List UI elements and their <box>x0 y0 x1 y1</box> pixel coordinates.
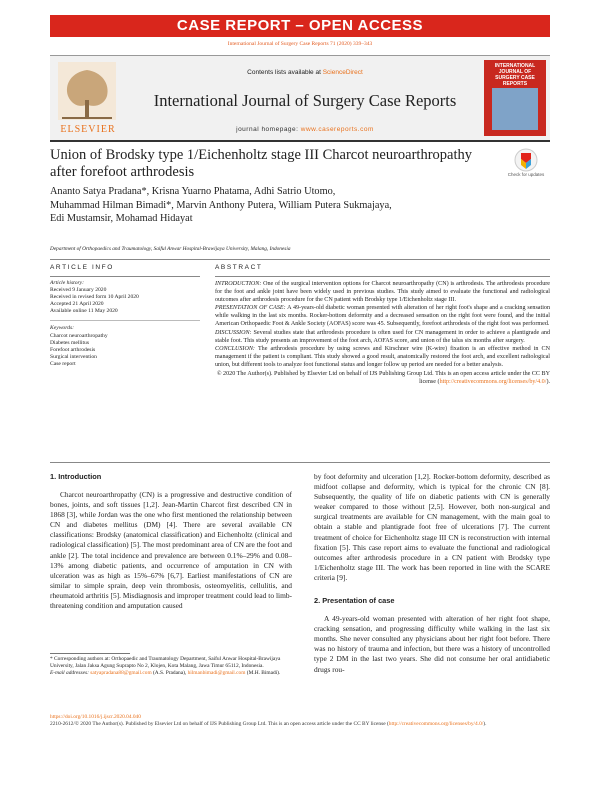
email-link[interactable]: hilmanbimadi@gmail.com <box>187 670 246 676</box>
right-column <box>314 472 550 675</box>
elsevier-tree-logo-icon <box>52 60 122 132</box>
keyword: Surgical intervention <box>50 353 97 360</box>
intro-heading: 1. Introduction <box>50 472 102 481</box>
contents-line <box>130 69 480 76</box>
keywords-label: Keywords: <box>50 325 75 332</box>
case-heading: 2. Presentation of case <box>314 596 395 606</box>
abstract-copyright <box>215 370 550 386</box>
abstract-divider <box>50 462 550 463</box>
abstract-body <box>215 280 550 386</box>
email-label: E-mail addresses: <box>50 670 89 676</box>
footnote-rule <box>50 653 130 654</box>
abstract-intro: One of the surgical intervention options for Charcot neuroarthropathy (CN) is arthrodesis. The arthrodesis procedure for the foot and ankle joint have been widely used in previous studies. This study aimed to evaluate the functional and radiological outcomes after arthrodesis procedure for the CN patient with Brodsky type 1/Eichenholtz stage III. <box>215 281 550 304</box>
abstract-label: CONCLUSION: <box>215 345 255 352</box>
section-rule <box>50 320 200 321</box>
footnote <box>50 656 292 677</box>
history-label: Article history: <box>50 280 85 286</box>
history-item: Available online 11 May 2020 <box>50 308 118 315</box>
email-owner: (A.S. Pradana), <box>153 670 187 676</box>
history-item: Received 9 January 2020 <box>50 287 107 294</box>
article-title: Union of Brodsky type 1/Eichenholtz stage III Charcot neuroarthropathy after forefoot arthrodesis <box>50 147 472 180</box>
section-rule <box>50 276 200 277</box>
affiliation: Department of Orthopaedics and Traumatology, Saiful Anwar Hospital-Brawijaya University, Malang, Indonesia <box>50 246 291 252</box>
homepage-label: journal homepage: <box>236 126 299 133</box>
abstract-label: PRESENTATION OF CASE: <box>215 305 286 312</box>
authors-line: Edi Mustamsir, Mohamad Hidayat <box>50 213 193 225</box>
abstract-discussion: Several studies state that arthrodesis procedure is often used for CN management in order to achieve a plantigrade and stable foot. This study presents an improvement of the foot arch, AOFAS score, and union of the talus six months after surgery. <box>215 329 550 344</box>
sciencedirect-link[interactable]: ScienceDirect <box>322 69 363 76</box>
affiliation-divider <box>50 259 550 260</box>
abstract-case: A 49-years-old diabetic woman presented with alteration of her right foot's shape and a cracking sensation while walking in the last six months. Rocker-bottom deformity and a decreased sensation on the right foot were found, and the initial American Orthopaedic Foot & Ankle Society (AOFAS) score was 45. Subsequently, forefoot arthrodesis of the right foot was performed. <box>215 305 550 328</box>
history-item: Accepted 21 April 2020 <box>50 301 104 308</box>
journal-citation[interactable]: International Journal of Surgery Case Reports 71 (2020) 339–343 <box>227 41 373 47</box>
email-link[interactable]: satyapradana88@gmail.com <box>90 670 152 676</box>
copyright-text: © 2020 The Author(s). Published by Elsevier Ltd on behalf of IJS Publishing Group Ltd. This is an open access article under the CC BY license ( <box>216 371 550 386</box>
abstract-conclusion: The arthrodesis procedure by using screws and Kirschner wire (K-wire) fixation is an effective method in CN management if the patient is compliant. This study showed a good result, anatomically restored the foot arch, and excellent radiological union, but different tools to analyze foot functional status and longer follow up period are needed for a better analysis. <box>215 345 550 368</box>
abstract-heading: ABSTRACT <box>215 264 263 271</box>
authors-line: Muhammad Hilman Bimadi*, Marvin Anthony Putera, William Putera Sukmajaya, <box>50 199 392 211</box>
article-info-heading: ARTICLE INFO <box>50 264 114 271</box>
contents-prefix: Contents lists available at <box>247 69 321 76</box>
journal-cover-thumbnail <box>484 60 546 136</box>
intro-paragraph: Charcot neuroarthropathy (CN) is a progressive and destructive condition of bones, joints, and soft tissues [1,2]. Jean-Martin Charcot first described CN in 1868 [3], while Jordan was the one who first mentioned the relationship between CN and diabetes mellitus (DM) [4]. There are several available CN classifications: Brodsky (anatomical classification) and Eichenholtz (clinical and radiological classification) [5]. The most predominant area of CN are the foot and ankle [2]. The total incidence and prevalence are between 0.1%–29% and 0.08–13% among diabetic patients, and occurrence of amputation in CN with ulceration was as high as 15%–67% [6,7]. Earliest manifestations of CN are similar to simple sprain, deep vein thrombosis, osteomyelitis, cellulitis, and rheumatoid arthritis [5]. Misdiagnosis and improper treatment could lead to limb-threatening condition and amputation caused <box>50 490 292 611</box>
email-owner: (M.H. Bimadi). <box>246 670 281 676</box>
intro-continuation: by foot deformity and ulceration [1,2]. Rocker-bottom deformity, described as midfoot collapse and deformity, which is typical for the chronic CN [8]. Subsequently, the quality of life on diabetic patients with CN is generally weaker compared to those without [2,5]. However, both non-surgical and surgical treatments are available for CN management, with the main goal to obtain a stable and plantigrade foot free of ulcerations [7]. The current treatment of choice for Eichenholtz stage III CN is reconstruction with internal fixation [5]. This case report aims to evaluate the functional and radiological outcomes after arthrodesis procedure in a CN patient with Brodsky type 1/Eichenholtz stage III. The work has been reported in line with the SCARE criteria [9]. <box>314 472 550 582</box>
author-list <box>50 185 550 226</box>
keyword: Charcot neuroarthropathy <box>50 332 108 339</box>
journal-title: International Journal of Surgery Case Reports <box>153 91 457 110</box>
crossmark-label: Check for updates <box>507 172 545 177</box>
keyword: Case report <box>50 360 76 367</box>
abstract <box>215 264 550 386</box>
article-info <box>50 264 200 368</box>
abstract-label: DISCUSSION: <box>215 329 252 336</box>
email-line <box>50 670 292 677</box>
license-link[interactable]: http://creativecommons.org/licenses/by/4.0/ <box>439 379 547 386</box>
footer-license <box>50 721 550 728</box>
keyword: Diabetes mellitus <box>50 339 89 346</box>
homepage-url-link[interactable]: www.casereports.com <box>300 126 374 133</box>
section-rule <box>215 276 550 277</box>
footer-license-link[interactable]: http://creativecommons.org/licenses/by/4.0/ <box>388 721 484 727</box>
footer-text: 2210-2612/© 2020 The Author(s). Published by Elsevier Ltd on behalf of IJS Publishing Group Ltd. This is an open access article under the CC BY license ( <box>50 721 389 727</box>
history-item: Received in revised form 10 April 2020 <box>50 294 139 301</box>
corresponding-author-note: * Corresponding authors at: Orthopaedic and Traumatology Department, Saiful Anwar Hospital-Brawijaya University, Jalan Jaksa Agung Suprapto No 2, Klojen, Kota Malang, Jawa Timur 65112, Indonesia. <box>50 656 281 669</box>
journal-homepage <box>130 126 480 133</box>
cover-image <box>492 88 538 130</box>
doi-link[interactable]: https://doi.org/10.1016/j.ijscr.2020.04.040 <box>50 714 141 720</box>
copyright-end: ). <box>546 379 550 386</box>
case-paragraph: A 49-years-old woman presented with alteration of her right foot shape, cracking sensation, and progressing difficulty while walking in the last six months. She never consulted any physicians about her right foot before. There was no history of trauma and infection, but there was a history of uncontrolled type 2 DM in the last two years. She did not consume her oral antidiabetic drugs rou- <box>314 614 550 674</box>
publisher-name: ELSEVIER <box>60 124 116 135</box>
header-divider <box>50 140 550 142</box>
footer-end: ). <box>483 721 487 727</box>
authors-line: Ananto Satya Pradana*, Krisna Yuarno Phatama, Adhi Satrio Utomo, <box>50 186 336 197</box>
keyword: Forefoot arthrodesis <box>50 346 96 353</box>
page-footer <box>50 714 550 728</box>
cover-text: INTERNATIONAL JOURNAL OF SURGERY CASE REPORTS <box>494 63 536 87</box>
left-column <box>50 472 292 611</box>
case-report-banner: CASE REPORT – OPEN ACCESS <box>50 15 550 37</box>
abstract-label: INTRODUCTION: <box>215 281 262 287</box>
